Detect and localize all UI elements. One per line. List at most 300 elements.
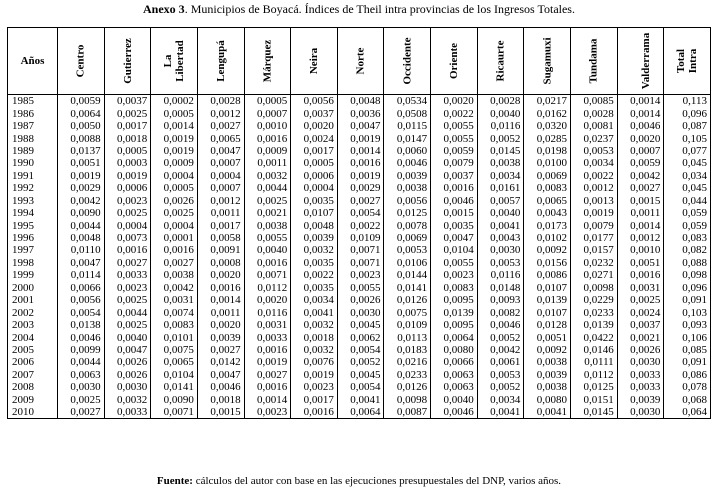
- row-year-cell: 2010: [8, 406, 58, 419]
- table-cell: 0,105: [664, 132, 711, 144]
- table-cell: 0,0056: [291, 95, 338, 108]
- table-cell: 0,0080: [431, 344, 478, 356]
- table-cell: 0,0018: [197, 394, 244, 406]
- table-cell: 0,0020: [197, 269, 244, 281]
- table-cell: 0,0019: [151, 132, 198, 144]
- table-cell: 0,0098: [384, 394, 431, 406]
- column-header: [337, 28, 384, 95]
- table-cell: 0,0285: [524, 132, 571, 144]
- table-cell: 0,0041: [477, 406, 524, 419]
- table-cell: 0,0023: [104, 195, 151, 207]
- table-cell: 0,0034: [477, 170, 524, 182]
- table-cell: 0,0053: [477, 257, 524, 269]
- table-cell: 0,0017: [197, 219, 244, 231]
- table-cell: 0,0023: [244, 406, 291, 419]
- table-cell: 0,0075: [384, 306, 431, 318]
- table-cell: 0,0038: [524, 356, 571, 368]
- table-cell: 0,0004: [104, 219, 151, 231]
- table-cell: 0,093: [664, 319, 711, 331]
- table-cell: 0,0056: [384, 195, 431, 207]
- table-row: [8, 157, 711, 169]
- table-cell: 0,0039: [524, 369, 571, 381]
- table-header-row: [8, 28, 711, 95]
- table-cell: 0,0016: [244, 257, 291, 269]
- table-cell: 0,0034: [571, 157, 618, 169]
- row-year-cell: 2001: [8, 294, 58, 306]
- column-header: [384, 28, 431, 95]
- column-header-label: Norte: [354, 47, 367, 75]
- table-cell: 0,0041: [477, 219, 524, 231]
- table-cell: 0,0014: [244, 394, 291, 406]
- table-cell: 0,0042: [477, 344, 524, 356]
- row-year-cell: 1986: [8, 107, 58, 119]
- row-year-cell: 2006: [8, 356, 58, 368]
- table-cell: 0,096: [664, 107, 711, 119]
- table-cell: 0,0017: [104, 120, 151, 132]
- table-cell: 0,0012: [197, 107, 244, 119]
- table-cell: 0,0055: [431, 120, 478, 132]
- table-row: [8, 381, 711, 393]
- table-cell: 0,0015: [617, 195, 664, 207]
- table-cell: 0,0054: [337, 344, 384, 356]
- column-header: [524, 28, 571, 95]
- table-cell: 0,0030: [477, 244, 524, 256]
- row-year-cell: 1995: [8, 219, 58, 231]
- table-cell: 0,0002: [151, 95, 198, 108]
- table-cell: 0,0047: [58, 257, 105, 269]
- table-cell: 0,0106: [384, 257, 431, 269]
- table-cell: 0,0014: [197, 294, 244, 306]
- table-cell: 0,0037: [104, 95, 151, 108]
- table-cell: 0,0036: [337, 107, 384, 119]
- table-cell: 0,0019: [337, 170, 384, 182]
- table-cell: 0,0004: [151, 219, 198, 231]
- table-cell: 0,0048: [291, 219, 338, 231]
- table-cell: 0,0031: [151, 294, 198, 306]
- table-cell: 0,0057: [477, 195, 524, 207]
- table-cell: 0,0014: [617, 219, 664, 231]
- table-cell: 0,0237: [571, 132, 618, 144]
- table-cell: 0,0139: [431, 306, 478, 318]
- table-cell: 0,0027: [104, 257, 151, 269]
- table-cell: 0,0047: [197, 145, 244, 157]
- table-cell: 0,0025: [104, 207, 151, 219]
- table-cell: 0,0027: [151, 257, 198, 269]
- table-cell: 0,0177: [571, 232, 618, 244]
- table-cell: 0,0107: [524, 306, 571, 318]
- column-header-label: Ricaurte: [494, 40, 507, 82]
- table-cell: 0,0051: [58, 157, 105, 169]
- table-cell: 0,0233: [571, 306, 618, 318]
- table-cell: 0,0005: [151, 107, 198, 119]
- table-cell: 0,0099: [58, 344, 105, 356]
- table-cell: 0,068: [664, 394, 711, 406]
- row-year-cell: 1994: [8, 207, 58, 219]
- table-cell: 0,0055: [337, 282, 384, 294]
- table-cell: 0,0035: [431, 219, 478, 231]
- caption-label: Anexo 3: [143, 2, 185, 16]
- table-cell: 0,0047: [104, 344, 151, 356]
- table-cell: 0,0093: [477, 294, 524, 306]
- table-cell: 0,0232: [571, 257, 618, 269]
- column-header-label: Valderrama: [639, 32, 652, 90]
- table-cell: 0,0115: [384, 120, 431, 132]
- table-row: [8, 257, 711, 269]
- table-row: [8, 319, 711, 331]
- table-cell: 0,0019: [244, 356, 291, 368]
- table-cell: 0,0045: [337, 319, 384, 331]
- column-header-years: Años: [8, 28, 58, 95]
- table-cell: 0,0082: [477, 306, 524, 318]
- table-cell: 0,0088: [58, 132, 105, 144]
- table-cell: 0,0107: [291, 207, 338, 219]
- table-cell: 0,0034: [477, 394, 524, 406]
- table-cell: 0,0020: [431, 95, 478, 108]
- table-cell: 0,0046: [431, 406, 478, 419]
- table-cell: 0,0032: [104, 394, 151, 406]
- column-header: [431, 28, 478, 95]
- column-header-label: Occidente: [402, 37, 415, 85]
- table-row: [8, 207, 711, 219]
- row-year-cell: 1989: [8, 145, 58, 157]
- table-cell: 0,0030: [617, 356, 664, 368]
- table-cell: 0,0040: [477, 107, 524, 119]
- table-cell: 0,0047: [197, 369, 244, 381]
- table-cell: 0,0109: [337, 232, 384, 244]
- table-cell: 0,0014: [151, 120, 198, 132]
- table-cell: 0,0198: [524, 145, 571, 157]
- table-cell: 0,0048: [58, 232, 105, 244]
- table-cell: 0,0005: [104, 145, 151, 157]
- table-cell: 0,0534: [384, 95, 431, 108]
- table-cell: 0,0027: [337, 195, 384, 207]
- table-cell: 0,0112: [571, 369, 618, 381]
- table-cell: 0,0126: [384, 381, 431, 393]
- table-cell: 0,0052: [477, 132, 524, 144]
- table-cell: 0,0079: [431, 157, 478, 169]
- table-cell: 0,0047: [431, 232, 478, 244]
- table-cell: 0,0017: [291, 394, 338, 406]
- table-cell: 0,0139: [571, 319, 618, 331]
- table-cell: 0,0092: [524, 344, 571, 356]
- table-cell: 0,086: [664, 369, 711, 381]
- table-cell: 0,0069: [524, 170, 571, 182]
- table-cell: 0,0508: [384, 107, 431, 119]
- table-cell: 0,0016: [104, 244, 151, 256]
- table-cell: 0,0109: [384, 319, 431, 331]
- table-cell: 0,0033: [617, 381, 664, 393]
- column-header-label: Neira: [308, 47, 321, 75]
- table-cell: 0,0022: [431, 107, 478, 119]
- table-cell: 0,0059: [58, 95, 105, 108]
- table-cell: 0,0038: [524, 381, 571, 393]
- table-cell: 0,0009: [151, 157, 198, 169]
- table-cell: 0,0019: [58, 170, 105, 182]
- table-cell: 0,0011: [197, 207, 244, 219]
- table-cell: 0,0064: [337, 406, 384, 419]
- table-cell: 0,0007: [197, 182, 244, 194]
- table-cell: 0,0052: [337, 356, 384, 368]
- table-cell: 0,0025: [104, 319, 151, 331]
- table-row: [8, 369, 711, 381]
- table-cell: 0,0076: [291, 356, 338, 368]
- table-cell: 0,0065: [524, 195, 571, 207]
- table-cell: 0,0033: [104, 269, 151, 281]
- table-cell: 0,0050: [58, 120, 105, 132]
- table-cell: 0,0063: [431, 369, 478, 381]
- row-year-cell: 1990: [8, 157, 58, 169]
- table-cell: 0,0090: [151, 394, 198, 406]
- table-cell: 0,0041: [291, 306, 338, 318]
- column-header: [571, 28, 618, 95]
- row-year-cell: 1991: [8, 170, 58, 182]
- table-cell: 0,0095: [431, 319, 478, 331]
- table-cell: 0,0137: [58, 145, 105, 157]
- table-cell: 0,0045: [337, 369, 384, 381]
- column-header-label: Centro: [74, 44, 87, 78]
- table-cell: 0,0216: [384, 356, 431, 368]
- table-cell: 0,0034: [291, 294, 338, 306]
- row-year-cell: 1999: [8, 269, 58, 281]
- table-cell: 0,0019: [337, 132, 384, 144]
- column-header: [58, 28, 105, 95]
- table-cell: 0,0011: [617, 207, 664, 219]
- table-row: [8, 394, 711, 406]
- table-cell: 0,045: [664, 157, 711, 169]
- table-cell: 0,0055: [431, 132, 478, 144]
- table-cell: 0,0091: [197, 244, 244, 256]
- row-year-cell: 2003: [8, 319, 58, 331]
- table-cell: 0,0071: [244, 269, 291, 281]
- table-cell: 0,0025: [151, 207, 198, 219]
- table-cell: 0,0173: [524, 219, 571, 231]
- table-cell: 0,0038: [477, 157, 524, 169]
- table-cell: 0,0020: [244, 294, 291, 306]
- table-cell: 0,0020: [617, 132, 664, 144]
- table-cell: 0,0038: [244, 219, 291, 231]
- table-cell: 0,0006: [291, 170, 338, 182]
- table-cell: 0,0039: [617, 394, 664, 406]
- table-cell: 0,0087: [384, 406, 431, 419]
- table-cell: 0,0032: [244, 170, 291, 182]
- table-cell: 0,0025: [58, 394, 105, 406]
- table-cell: 0,0104: [431, 244, 478, 256]
- table-cell: 0,106: [664, 331, 711, 343]
- table-cell: 0,0029: [58, 182, 105, 194]
- table-cell: 0,0233: [384, 369, 431, 381]
- table-cell: 0,0003: [104, 157, 151, 169]
- table-cell: 0,0029: [337, 182, 384, 194]
- table-cell: 0,0025: [617, 294, 664, 306]
- table-cell: 0,0011: [244, 157, 291, 169]
- table-cell: 0,0042: [58, 195, 105, 207]
- table-cell: 0,0010: [617, 244, 664, 256]
- table-cell: 0,096: [664, 282, 711, 294]
- table-cell: 0,0114: [58, 269, 105, 281]
- column-header-label: Lengupá: [214, 40, 227, 82]
- footer-label: Fuente:: [156, 475, 193, 487]
- table-cell: 0,0026: [104, 356, 151, 368]
- table-cell: 0,0151: [571, 394, 618, 406]
- table-cell: 0,0054: [337, 207, 384, 219]
- table-cell: 0,0015: [431, 207, 478, 219]
- table-cell: 0,059: [664, 207, 711, 219]
- column-header-label: La Libertad: [162, 40, 187, 82]
- table-cell: 0,0020: [291, 120, 338, 132]
- column-header: [151, 28, 198, 95]
- table-cell: 0,0023: [291, 381, 338, 393]
- table-cell: 0,0032: [291, 344, 338, 356]
- table-cell: 0,0030: [104, 381, 151, 393]
- table-cell: 0,0073: [104, 232, 151, 244]
- table-cell: 0,0075: [151, 344, 198, 356]
- table-cell: 0,083: [664, 232, 711, 244]
- table-cell: 0,0055: [244, 232, 291, 244]
- table-cell: 0,0041: [337, 394, 384, 406]
- table-cell: 0,0145: [477, 145, 524, 157]
- table-cell: 0,0007: [197, 157, 244, 169]
- table-row: [8, 282, 711, 294]
- table-cell: 0,0102: [524, 232, 571, 244]
- table-cell: 0,0013: [571, 195, 618, 207]
- table-cell: 0,0014: [617, 95, 664, 108]
- table-cell: 0,091: [664, 356, 711, 368]
- table-cell: 0,0008: [197, 257, 244, 269]
- table-cell: 0,0035: [291, 282, 338, 294]
- table-cell: 0,0040: [477, 207, 524, 219]
- table-cell: 0,0016: [197, 282, 244, 294]
- table-cell: 0,0011: [197, 306, 244, 318]
- table-cell: 0,0022: [291, 269, 338, 281]
- column-header: [244, 28, 291, 95]
- table-cell: 0,088: [664, 257, 711, 269]
- table-cell: 0,0053: [477, 369, 524, 381]
- table-row: [8, 120, 711, 132]
- table-row: [8, 95, 711, 108]
- table-cell: 0,0044: [244, 182, 291, 194]
- table-cell: 0,0071: [337, 244, 384, 256]
- table-cell: 0,0027: [197, 120, 244, 132]
- table-cell: 0,0004: [291, 182, 338, 194]
- table-cell: 0,0028: [197, 95, 244, 108]
- table-row: [8, 344, 711, 356]
- table-cell: 0,0156: [524, 257, 571, 269]
- table-cell: 0,0098: [571, 282, 618, 294]
- table-cell: 0,0027: [58, 406, 105, 419]
- table-cell: 0,0116: [477, 269, 524, 281]
- table-caption: [0, 1, 718, 17]
- table-cell: 0,0027: [197, 344, 244, 356]
- table-cell: 0,0183: [384, 344, 431, 356]
- table-cell: 0,091: [664, 294, 711, 306]
- table-cell: 0,0044: [58, 356, 105, 368]
- table-cell: 0,0041: [524, 406, 571, 419]
- row-year-cell: 1996: [8, 232, 58, 244]
- table-cell: 0,0026: [104, 369, 151, 381]
- table-cell: 0,0035: [291, 195, 338, 207]
- table-row: [8, 170, 711, 182]
- table-cell: 0,0422: [571, 331, 618, 343]
- table-cell: 0,0017: [291, 145, 338, 157]
- table-cell: 0,0025: [244, 195, 291, 207]
- table-cell: 0,0064: [431, 331, 478, 343]
- table-cell: 0,0113: [384, 331, 431, 343]
- row-year-cell: 1997: [8, 244, 58, 256]
- table-cell: 0,034: [664, 170, 711, 182]
- table-cell: 0,0147: [384, 132, 431, 144]
- table-cell: 0,0142: [197, 356, 244, 368]
- table-cell: 0,0162: [524, 107, 571, 119]
- table-cell: 0,0033: [617, 369, 664, 381]
- table-cell: 0,0025: [104, 294, 151, 306]
- table-cell: 0,0065: [197, 132, 244, 144]
- table-cell: 0,0001: [151, 232, 198, 244]
- table-row: [8, 331, 711, 343]
- table-cell: 0,0010: [244, 120, 291, 132]
- table-cell: 0,0022: [571, 170, 618, 182]
- table-cell: 0,0026: [337, 294, 384, 306]
- table-cell: 0,0086: [524, 269, 571, 281]
- theil-index-table: [7, 27, 711, 419]
- column-header-label: Total Intra: [675, 48, 700, 74]
- table-cell: 0,0016: [431, 182, 478, 194]
- table-cell: 0,0071: [151, 406, 198, 419]
- table-cell: 0,0018: [104, 132, 151, 144]
- table-cell: 0,0014: [337, 145, 384, 157]
- table-cell: 0,0107: [524, 282, 571, 294]
- table-cell: 0,0019: [571, 207, 618, 219]
- table-cell: 0,0019: [151, 145, 198, 157]
- row-year-cell: 2005: [8, 344, 58, 356]
- table-cell: 0,0320: [524, 120, 571, 132]
- table-cell: 0,0006: [104, 182, 151, 194]
- table-cell: 0,0060: [384, 145, 431, 157]
- table-cell: 0,0038: [384, 182, 431, 194]
- table-row: [8, 244, 711, 256]
- table-cell: 0,0044: [58, 219, 105, 231]
- row-year-cell: 2007: [8, 369, 58, 381]
- table-cell: 0,0042: [151, 282, 198, 294]
- table-cell: 0,0100: [524, 157, 571, 169]
- table-cell: 0,0217: [524, 95, 571, 108]
- table-cell: 0,0046: [431, 195, 478, 207]
- table-cell: 0,044: [664, 195, 711, 207]
- table-cell: 0,0104: [151, 369, 198, 381]
- table-cell: 0,0046: [58, 331, 105, 343]
- table-cell: 0,0032: [291, 319, 338, 331]
- table-cell: 0,0027: [244, 369, 291, 381]
- table-cell: 0,0027: [617, 182, 664, 194]
- table-cell: 0,0053: [384, 244, 431, 256]
- table-cell: 0,0054: [58, 306, 105, 318]
- table-cell: 0,098: [664, 269, 711, 281]
- table-row: [8, 107, 711, 119]
- table-cell: 0,059: [664, 219, 711, 231]
- table-cell: 0,0030: [337, 306, 384, 318]
- table-cell: 0,0021: [617, 331, 664, 343]
- table-cell: 0,0074: [151, 306, 198, 318]
- table-cell: 0,064: [664, 406, 711, 419]
- table-cell: 0,0271: [571, 269, 618, 281]
- table-cell: 0,0037: [617, 319, 664, 331]
- table-cell: 0,0051: [617, 257, 664, 269]
- table-cell: 0,0032: [291, 244, 338, 256]
- column-header-label: Márquez: [261, 39, 274, 83]
- table-cell: 0,0016: [244, 132, 291, 144]
- table-footer-source: [0, 474, 718, 488]
- table-cell: 0,0014: [617, 107, 664, 119]
- table-cell: 0,0095: [431, 294, 478, 306]
